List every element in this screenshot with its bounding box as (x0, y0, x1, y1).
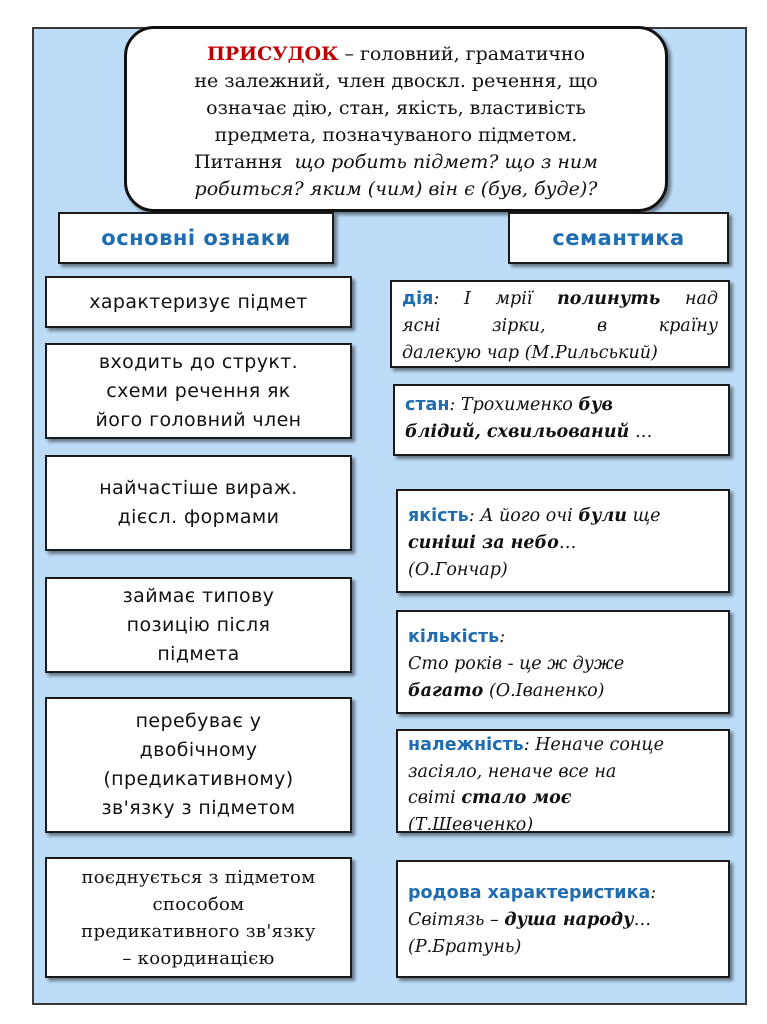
semantics-quality-text1: А його очі (480, 506, 573, 526)
semantics-action-text1: І мрії (463, 289, 533, 309)
feature-1-line1: характеризує підмет (89, 290, 308, 313)
semantics-quality-bold2: синіші за небо (408, 533, 559, 553)
feature-5-line3: (предикативному) (103, 768, 294, 790)
semantics-quantity-bold1: багато (408, 681, 484, 701)
semantics-quality (396, 489, 730, 593)
semantics-quality-label: якість (408, 506, 469, 526)
semantics-action-colon: : (433, 289, 440, 309)
semantics-belonging (396, 729, 730, 833)
feature-6-line1: поєднується з підметом (81, 866, 316, 888)
feature-5-line2: двобічному (139, 739, 258, 761)
semantics-state-label: стан (405, 395, 450, 415)
feature-item-6 (45, 857, 352, 978)
feature-2-line1: входить до структ. (98, 350, 299, 373)
header-main-features-label: основні ознаки (101, 226, 291, 250)
semantics-quantity-colon: : (499, 627, 506, 647)
definition-box (124, 26, 668, 212)
header-semantics (508, 212, 729, 264)
feature-item-5 (45, 697, 352, 833)
feature-4-line3: підмета (157, 642, 240, 665)
semantics-state-colon: : (449, 395, 456, 415)
semantics-generic-bold1: душа народу (504, 910, 634, 930)
semantics-state-text1: Трохименко (460, 395, 573, 415)
question-part2: робиться? яким (чим) він є (був, буде)? (194, 178, 598, 200)
feature-6-line3: предикативного зв'язку (81, 920, 316, 942)
semantics-action-label: дія (402, 289, 434, 309)
definition-line3: означає дію, стан, якість, властивість (206, 97, 586, 119)
semantics-action-text2: над (684, 289, 718, 309)
semantics-belonging-text2: світі (408, 788, 456, 808)
feature-item-3 (45, 455, 352, 551)
feature-3-line2: дієсл. формами (117, 506, 280, 528)
semantics-state-text2: … (634, 422, 653, 442)
semantics-belonging-line2: засіяло, неначе все на (408, 761, 617, 782)
semantics-state (393, 384, 730, 456)
semantics-quantity-text1: (О.Іваненко) (488, 681, 605, 701)
semantics-quality-bold1: були (578, 506, 627, 526)
definition-line2: не залежний, член двоскл. речення, що (194, 70, 598, 92)
definition-term: ПРИСУДОК (206, 43, 339, 65)
semantics-generic-colon: : (650, 883, 657, 903)
semantics-belonging-line4: (Т.Шевченко) (408, 814, 534, 835)
semantics-quality-line3: (О.Гончар) (408, 560, 508, 580)
semantics-quantity-label: кількість (408, 627, 500, 647)
semantics-state-bold1: був (578, 395, 614, 415)
semantics-quality-colon: : (468, 506, 475, 526)
semantics-generic (396, 860, 730, 978)
semantics-action-bold1: полинуть (557, 289, 661, 309)
question-part1: що робить підмет? що з ним (294, 151, 598, 173)
feature-6-line4: – координацією (122, 947, 275, 969)
feature-item-4 (45, 577, 352, 673)
semantics-quality-text2: ще (632, 506, 661, 526)
semantics-generic-line3: (Р.Братунь) (408, 937, 522, 957)
semantics-state-bold2: блідий, схвильований (405, 422, 630, 442)
semantics-generic-text1: Світязь – (408, 910, 499, 930)
feature-4-line1: займає типову (122, 584, 275, 607)
feature-2-line2: схеми речення як (106, 379, 291, 402)
feature-3-line1: найчастіше вираж. (99, 477, 298, 499)
definition-line4: предмета, позначуваного підметом. (214, 124, 578, 146)
semantics-generic-text2: … (633, 910, 652, 930)
question-label: Питання (194, 151, 283, 173)
semantics-belonging-text1: Неначе сонце (535, 735, 664, 755)
semantics-belonging-label: належність (408, 735, 524, 755)
semantics-quantity (396, 610, 730, 714)
semantics-quality-text3: … (558, 533, 577, 553)
semantics-belonging-colon: : (523, 735, 530, 755)
definition-line1: – головний, граматично (344, 43, 586, 65)
semantics-belonging-bold1: стало моє (461, 788, 572, 808)
semantics-action-line2: ясні зірки, в країну (402, 316, 718, 336)
feature-6-line2: способом (152, 893, 245, 915)
feature-5-line4: зв'язку з підметом (101, 797, 296, 819)
feature-2-line3: його головний член (95, 408, 302, 431)
feature-item-2 (45, 343, 352, 439)
semantics-generic-label: родова характеристика (408, 883, 651, 903)
semantics-quantity-line2: Сто років - це ж дуже (408, 654, 625, 674)
semantics-action-line3: далекую чар (М.Рильський) (402, 343, 658, 363)
semantics-action (390, 280, 730, 368)
header-semantics-label: семантика (552, 226, 685, 250)
feature-5-line1: перебуває у (135, 710, 262, 732)
feature-item-1 (45, 276, 352, 328)
header-main-features (58, 212, 334, 264)
feature-4-line2: позицію після (126, 613, 271, 636)
